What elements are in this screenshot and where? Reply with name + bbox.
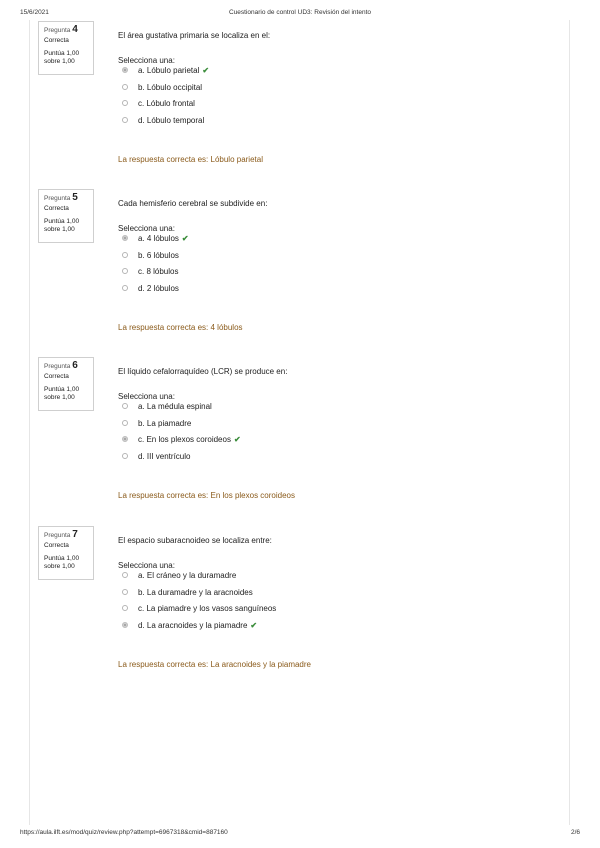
radio-button[interactable] [122,403,128,409]
check-icon: ✔ [181,234,189,243]
radio-button-selected[interactable] [122,622,128,628]
question-block-6 [0,357,600,526]
print-date: 15/6/2021 [20,9,49,16]
radio-button[interactable] [122,453,128,459]
question-grade-line1: Puntúa 1,00 [44,555,80,562]
answer-option-label: d. 2 lóbulos [138,284,179,293]
question-prompt: Selecciona una: [118,561,175,570]
radio-button[interactable] [122,117,128,123]
question-state: Correcta [44,205,69,212]
correct-answer-feedback: La respuesta correcta es: La aracnoides y la piamadre [118,660,311,669]
radio-button-selected[interactable] [122,235,128,241]
question-info-box [38,189,94,243]
radio-button[interactable] [122,100,128,106]
answer-option[interactable] [122,266,178,278]
answer-option[interactable] [122,65,209,77]
answer-option-label: a. Lóbulo parietal [138,66,200,75]
answer-option[interactable] [122,418,191,430]
question-grade-line2: sobre 1,00 [44,394,75,401]
radio-button-selected[interactable] [122,67,128,73]
answer-option-label: c. En los plexos coroideos [138,435,231,444]
answer-option[interactable] [122,283,179,295]
radio-button[interactable] [122,285,128,291]
answer-option[interactable] [122,587,253,599]
question-grade-line2: sobre 1,00 [44,58,75,65]
question-text: El líquido cefalorraquídeo (LCR) se produce en: [118,367,288,376]
radio-button-selected[interactable] [122,436,128,442]
answer-option[interactable] [122,620,257,632]
question-state: Correcta [44,373,69,380]
answer-option-label: b. La piamadre [138,419,192,428]
question-prompt: Selecciona una: [118,56,175,65]
answer-option[interactable] [122,233,189,245]
question-grade-line1: Puntúa 1,00 [44,386,80,393]
answer-option[interactable] [122,570,236,582]
answer-option-label: c. La piamadre y los vasos sanguíneos [138,604,277,613]
check-icon: ✔ [202,66,210,75]
radio-button[interactable] [122,605,128,611]
check-icon: ✔ [250,621,258,630]
question-text: El espacio subaracnoideo se localiza entre: [118,536,272,545]
question-prompt: Selecciona una: [118,392,175,401]
question-info-box [38,21,94,75]
check-icon: ✔ [233,435,241,444]
question-text: Cada hemisferio cerebral se subdivide en: [118,199,268,208]
radio-button[interactable] [122,84,128,90]
question-label: Pregunta [44,195,71,202]
print-url: https://aula.ilft.es/mod/quiz/review.php?attempt=6967318&cmid=887160 [20,829,228,836]
question-info-box [38,526,94,580]
print-page-title: Cuestionario de control UD3: Revisión del intento [229,9,371,16]
answer-option-label: c. Lóbulo frontal [138,99,195,108]
question-grade-line1: Puntúa 1,00 [44,50,80,57]
question-text: El área gustativa primaria se localiza en el: [118,31,271,40]
answer-option-label: b. 6 lóbulos [138,251,179,260]
question-label: Pregunta [44,27,71,34]
question-label: Pregunta [44,532,71,539]
answer-option[interactable] [122,115,204,127]
question-block-5 [0,189,600,358]
radio-button[interactable] [122,268,128,274]
answer-option-label: d. III ventrículo [138,452,191,461]
answer-option[interactable] [122,401,212,413]
answer-option[interactable] [122,98,195,110]
answer-option-label: a. La médula espinal [138,402,212,411]
question-grade-line2: sobre 1,00 [44,226,75,233]
answer-option[interactable] [122,434,241,446]
answer-option-label: d. Lóbulo temporal [138,116,205,125]
correct-answer-feedback: La respuesta correcta es: En los plexos coroideos [118,491,295,500]
question-prompt: Selecciona una: [118,224,175,233]
radio-button[interactable] [122,252,128,258]
correct-answer-feedback: La respuesta correcta es: Lóbulo parietal [118,155,263,164]
radio-button[interactable] [122,589,128,595]
question-block-4 [0,21,600,190]
answer-option[interactable] [122,82,202,94]
radio-button[interactable] [122,572,128,578]
question-info-box [38,357,94,411]
answer-option-label: c. 8 lóbulos [138,267,179,276]
answer-option-label: b. Lóbulo occipital [138,83,203,92]
question-number: 6 [72,360,78,371]
correct-answer-feedback: La respuesta correcta es: 4 lóbulos [118,323,243,332]
question-label: Pregunta [44,363,71,370]
answer-option[interactable] [122,603,276,615]
question-state: Correcta [44,542,69,549]
question-number: 5 [72,192,78,203]
answer-option-label: a. El cráneo y la duramadre [138,571,237,580]
question-number: 4 [72,24,78,35]
print-page-number: 2/6 [570,829,580,836]
answer-option-label: b. La duramadre y la aracnoides [138,588,253,597]
question-number: 7 [72,529,78,540]
radio-button[interactable] [122,420,128,426]
answer-option[interactable] [122,451,190,463]
answer-option[interactable] [122,250,179,262]
question-state: Correcta [44,37,69,44]
answer-option-label: a. 4 lóbulos [138,234,179,243]
answer-option-label: d. La aracnoides y la piamadre [138,621,248,630]
question-block-7 [0,526,600,695]
question-grade-line1: Puntúa 1,00 [44,218,80,225]
question-grade-line2: sobre 1,00 [44,563,75,570]
